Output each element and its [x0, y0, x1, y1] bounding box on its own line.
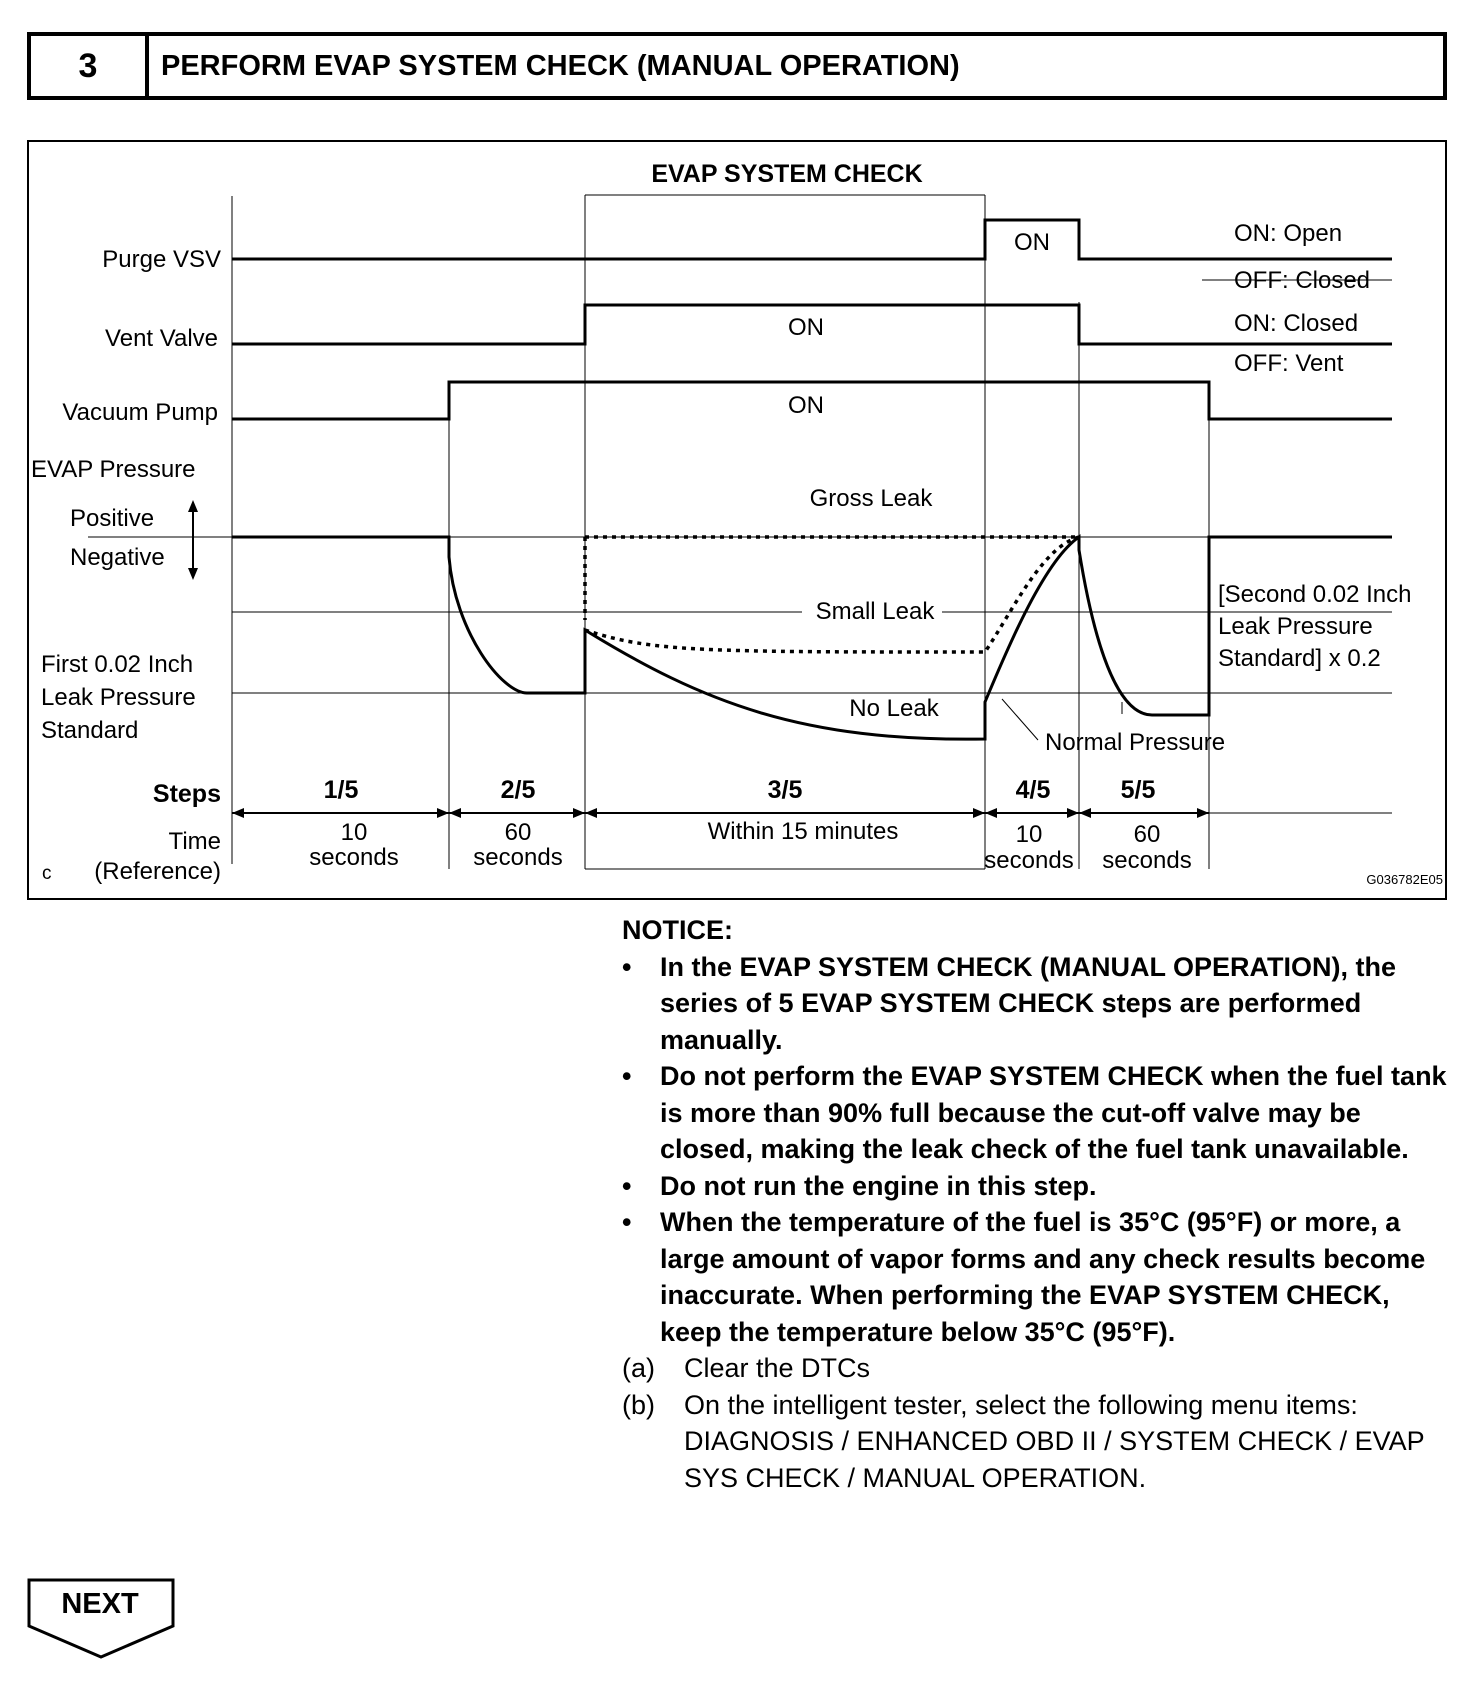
next-label: NEXT [61, 1588, 139, 1620]
gross-leak-label: Gross Leak [809, 485, 933, 512]
second-standard-1: [Second 0.02 Inch [1218, 581, 1412, 608]
step-2-label: 2/5 [500, 776, 536, 804]
substep-label: (a) [622, 1353, 655, 1383]
no-leak-label: No Leak [849, 695, 939, 722]
notice-item: • Do not perform the EVAP SYSTEM CHECK when the fuel tank is more than 90% full because the cut-off valve may be closed, making the leak check of the fuel tank unavailable. [622, 1058, 1452, 1168]
evap-timing-diagram [27, 140, 1447, 900]
purge-on-label: ON [1014, 229, 1050, 256]
notice-block [622, 912, 1452, 1496]
vent-on-label: ON [788, 314, 824, 341]
corner-mark: c [42, 863, 52, 884]
vent-on-state: ON: Closed [1234, 310, 1359, 337]
label-vacuum-pump: Vacuum Pump [62, 399, 218, 426]
step-1-label: 1/5 [323, 776, 359, 804]
label-vent-valve: Vent Valve [105, 325, 218, 352]
step-2-unit: seconds [473, 844, 563, 871]
substep-text: Clear the DTCs [684, 1353, 871, 1383]
step-1-unit: seconds [309, 844, 399, 871]
state-legend [1234, 220, 1370, 377]
step-number: 3 [31, 36, 149, 96]
label-purge-vsv: Purge VSV [102, 246, 221, 273]
diagram-title: EVAP SYSTEM CHECK [651, 160, 923, 188]
construction-lines [88, 195, 1392, 869]
normal-pressure-label: Normal Pressure [1045, 729, 1226, 756]
pos-neg-arrows [188, 500, 198, 580]
label-positive: Positive [70, 505, 155, 532]
notice-item: • Do not run the engine in this step. [622, 1168, 1452, 1205]
step-arrows [232, 808, 1209, 818]
pump-on-label: ON [788, 392, 824, 419]
step-4-label: 4/5 [1015, 776, 1051, 804]
substep-text: On the intelligent tester, select the following menu items: DIAGNOSIS / ENHANCED OBD II / SYSTEM CHECK / EVAP SYS CHECK / MANUAL OPERATION. [684, 1389, 1425, 1493]
step-header [27, 32, 1447, 100]
label-first-standard-2: Leak Pressure [41, 684, 196, 711]
step-5-unit: seconds [1102, 847, 1192, 874]
step-title: PERFORM EVAP SYSTEM CHECK (MANUAL OPERATION) [161, 49, 960, 82]
step-1-time: 10 [340, 819, 368, 846]
time-label: Time [168, 828, 221, 855]
leak-curves [585, 537, 1079, 652]
arrow-down-icon [188, 568, 198, 580]
purge-off-state: OFF: Closed [1234, 267, 1371, 294]
notice-list [622, 949, 1452, 1351]
notice-title: NOTICE: [622, 915, 733, 945]
steps-label: Steps [152, 780, 221, 808]
curve-labels [802, 485, 1411, 756]
second-standard-3: Standard] x 0.2 [1218, 645, 1381, 672]
vent-off-state: OFF: Vent [1234, 350, 1344, 377]
steps-row [42, 776, 1443, 887]
reference-label: (Reference) [94, 858, 221, 885]
label-evap-pressure: EVAP Pressure [31, 456, 196, 483]
step-2-time: 60 [504, 819, 532, 846]
small-leak-label: Small Leak [815, 598, 935, 625]
purge-vsv-trace [232, 220, 1392, 259]
step-3-time: Within 15 minutes [707, 818, 899, 845]
second-standard-2: Leak Pressure [1218, 613, 1373, 640]
substep-label: (b) [622, 1389, 655, 1420]
step-5-label: 5/5 [1120, 776, 1156, 804]
signal-labels [31, 246, 221, 744]
substep-a [622, 1350, 1452, 1387]
small-leak-curve [585, 537, 1079, 652]
notice-item: • In the EVAP SYSTEM CHECK (MANUAL OPERATION), the series of 5 EVAP SYSTEM CHECK steps are performed manually. [622, 949, 1452, 1059]
purge-on-state: ON: Open [1234, 220, 1343, 247]
step-4-time: 10 [1015, 821, 1043, 848]
substep-b [622, 1387, 1452, 1497]
step-5-time: 60 [1133, 821, 1161, 848]
label-first-standard-3: Standard [41, 717, 139, 744]
label-first-standard-1: First 0.02 Inch [41, 651, 194, 678]
next-button[interactable] [27, 1578, 175, 1660]
figure-id: G036782E05 [1366, 872, 1443, 887]
notice-item: • When the temperature of the fuel is 35°C (95°F) or more, a large amount of vapor forms and any check results become inaccurate. When performing the EVAP SYSTEM CHECK, keep the temperature below 35°C (95°F). [622, 1204, 1452, 1350]
step-4-unit: seconds [984, 847, 1074, 874]
label-negative: Negative [70, 544, 165, 571]
step-3-label: 3/5 [767, 776, 803, 804]
arrow-up-icon [188, 500, 198, 512]
